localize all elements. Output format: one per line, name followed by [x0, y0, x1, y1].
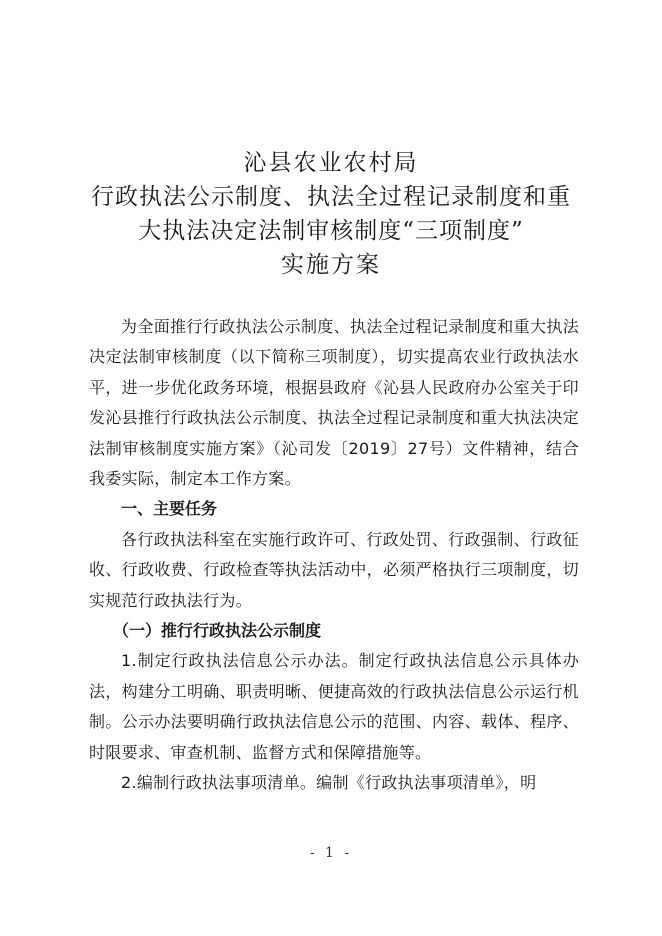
list-item-2: 2.编制行政执法事项清单。编制《行政执法事项清单》，明 — [121, 773, 537, 793]
subsection-heading-disclosure: （一）推行行政执法公示制度 — [113, 621, 322, 641]
title-line-3: 大执法决定法制审核制度“三项制度” — [138, 218, 524, 244]
title-line-4: 实施方案 — [281, 252, 381, 278]
page-number: - 1 - — [309, 845, 353, 861]
document-body — [89, 312, 579, 799]
document-title — [80, 146, 582, 282]
title-line-1: 沁县农业农村局 — [243, 150, 419, 176]
list-item-1: 1.制定行政执法信息公示办法。制定行政执法信息公示具体办法，构建分工明确、职责明晰、便捷高效的行政执法信息公示运行机制。公示办法要明确行政执法信息公示的范围、内容、载体、程序、时限要求、审查机制、监督方式和保障措施等。 — [89, 651, 579, 762]
section-paragraph-main-tasks: 各行政执法科室在实施行政许可、行政处罚、行政强制、行政征收、行政收费、行政检查等执法活动中，必须严格执行三项制度，切实规范行政执法行为。 — [89, 529, 579, 610]
title-line-2: 行政执法公示制度、执法全过程记录制度和重 — [91, 184, 571, 210]
section-heading-main-tasks: 一、主要任务 — [121, 499, 218, 519]
intro-paragraph: 为全面推行行政执法公示制度、执法全过程记录制度和重大执法决定法制审核制度（以下简称三项制度），切实提高农业行政执法水平，进一步优化政务环境，根据县政府《沁县人民政府办公室关于印发沁县推行行政执法公示制度、执法全过程记录制度和重大执法决定法制审核制度实施方案》（沁司发〔2019〕27号）文件精神，结合我委实际，制定本工作方案。 — [89, 317, 579, 489]
